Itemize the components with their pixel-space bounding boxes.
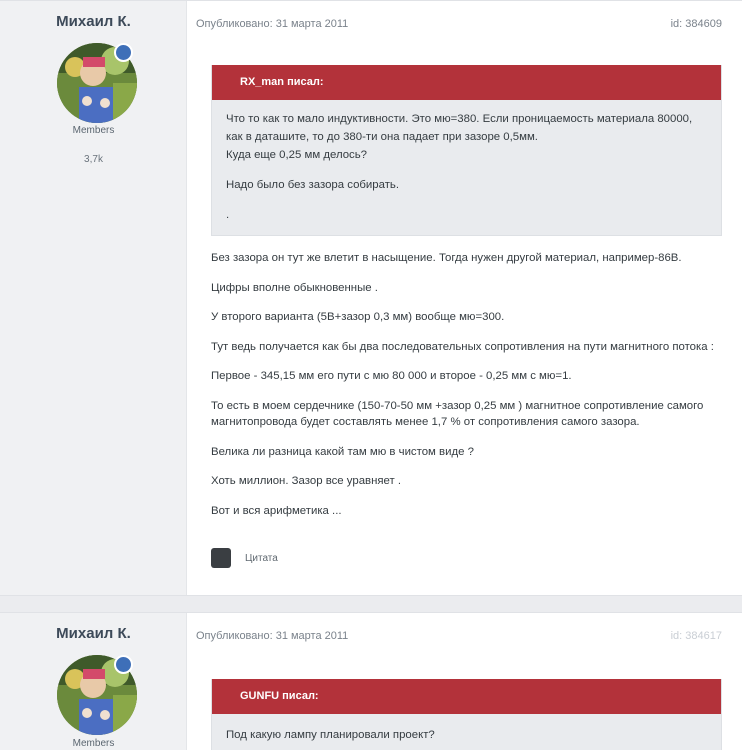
author-name[interactable]: Михаил К. (56, 13, 131, 30)
post-paragraph: Вот и вся арифметика ... (211, 504, 342, 517)
quote-paragraph: . (226, 209, 230, 221)
quote-block (211, 65, 722, 236)
online-status-icon (114, 43, 133, 62)
post-paragraph: Цифры вполне обыкновенные . (211, 281, 378, 294)
quote-paragraph: Надо было без зазора собирать. (226, 179, 400, 191)
member-group: Members (72, 125, 115, 136)
quote-header: RX_man писал: (212, 65, 721, 100)
post-id[interactable]: id: 384609 (670, 18, 722, 30)
post-paragraph: У второго варианта (5В+зазор 0,3 мм) вообще мю=300. (211, 311, 505, 323)
online-status-icon (114, 655, 133, 674)
quote-paragraph: Что то как то мало индуктивности. Это мю=380. Если проницаемость материала 80000, как в даташите, то до 380-ти она падает при зазоре 0,5мм. (226, 113, 693, 143)
quote-header: GUNFU писал: (212, 679, 721, 714)
member-group: Members (72, 738, 115, 749)
post-paragraph: Тут ведь получается как бы два последовательных сопротивления на пути магнитного потока : (211, 340, 714, 353)
post-paragraph: Первое - 345,15 мм его пути с мю 80 000 и второе - 0,25 мм с мю=1. (211, 370, 572, 382)
post-paragraph: Без зазора он тут же влетит в насыщение. Тогда нужен другой материал, например-86В. (211, 252, 682, 264)
author-name[interactable]: Михаил К. (56, 625, 131, 642)
quote-body (212, 714, 721, 744)
reputation-count: 3,7k (84, 154, 103, 165)
quote-button-label: Цитата (245, 552, 278, 564)
quote-icon (211, 548, 231, 568)
post-date: Опубликовано: 31 марта 2011 (196, 630, 349, 642)
author-panel (0, 613, 187, 750)
quote-block (211, 679, 722, 750)
post-paragraph: То есть в моем сердечнике (150-70-50 мм +зазор 0,25 мм ) магнитное сопротивление самого магнитопровода будет составлять менее 1,7 % от сопротивления самого зазора. (211, 399, 704, 428)
post-paragraph: Хоть миллион. Зазор все уравняет . (211, 475, 402, 487)
post-date: Опубликовано: 31 марта 2011 (196, 18, 349, 30)
post-content (211, 250, 726, 532)
post-paragraph: Велика ли разница какой там мю в чистом виде ? (211, 445, 474, 458)
quote-body (212, 100, 721, 224)
quote-paragraph: Под какую лампу планировали проект? (226, 729, 435, 741)
forum-post (0, 612, 742, 750)
post-id[interactable]: id: 384617 (670, 630, 722, 642)
quote-button[interactable] (211, 547, 278, 569)
author-panel (0, 1, 187, 595)
quote-paragraph: Куда еще 0,25 мм делось? (226, 149, 368, 161)
